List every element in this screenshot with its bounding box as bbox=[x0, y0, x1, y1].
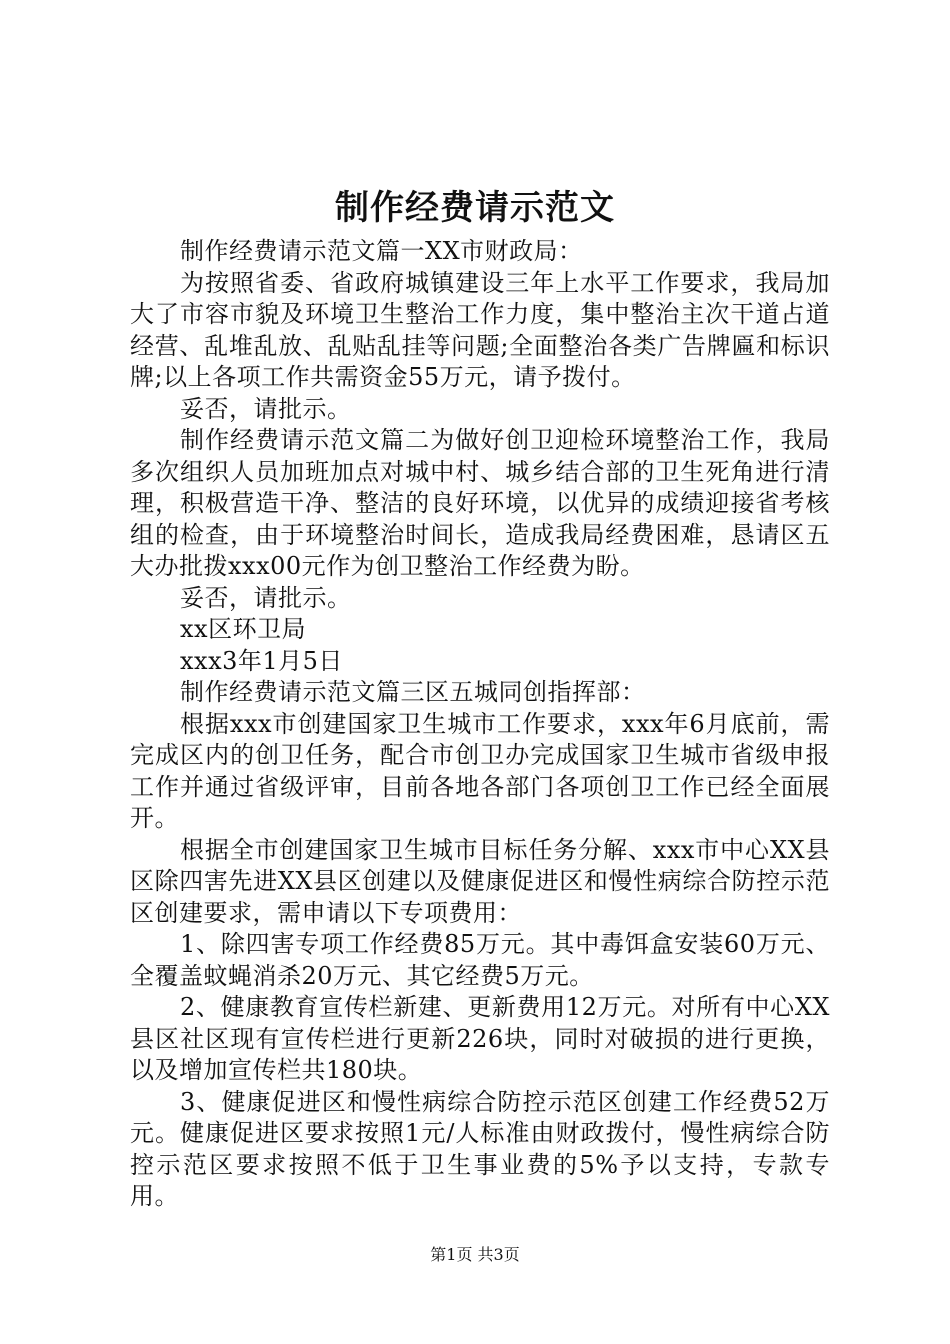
paragraph-1: 制作经费请示范文篇一XX市财政局： bbox=[180, 237, 583, 265]
page-number-footer: 第1页 共3页 bbox=[430, 1245, 520, 1264]
paragraph-2: 为按照省委、省政府城镇建设三年上水平工作要求，我局加大了市容市貌及环境卫生整治工作力度，集中整治主次干道占道经营、乱堆乱放、乱贴乱挂等问题;全面整治各类广告牌匾和标识牌;以上各项工作共需资金55万元，请予拨付。 bbox=[130, 268, 830, 391]
sender-date: xxx3年1月5日 bbox=[180, 646, 343, 675]
document-body bbox=[130, 236, 830, 1213]
list-item-3: 3、健康促进区和慢性病综合防控示范区创建工作经费52万元。健康促进区要求按照1元/人标准由财政拨付，慢性病综合防控示范区要求按照不低于卫生事业费的5%予以支持，专款专用。 bbox=[130, 1087, 830, 1210]
paragraph-4: 制作经费请示范文篇二为做好创卫迎检环境整治工作，我局多次组织人员加班加点对城中村、城乡结合部的卫生死角进行清理，积极营造干净、整洁的良好环境，以优异的成绩迎接省考核组的检查，由于环境整治时间长，造成我局经费困难，恳请区五大办批拨xxx00元作为创卫整治工作经费为盼。 bbox=[130, 426, 830, 580]
list-item-1: 1、除四害专项工作经费85万元。其中毒饵盒安装60万元、全覆盖蚊蝇消杀20万元、其它经费5万元。 bbox=[130, 930, 830, 990]
paragraph-9: 根据xxx市创建国家卫生城市工作要求，xxx年6月底前，需完成区内的创卫任务，配合市创卫办完成国家卫生城市省级申报工作并通过省级评审，目前各地各部门各项创卫工作已经全面展开。 bbox=[130, 709, 830, 832]
list-item-2: 2、健康教育宣传栏新建、更新费用12万元。对所有中心XX县区社区现有宣传栏进行更新226块，同时对破损的进行更换，以及增加宣传栏共180块。 bbox=[130, 993, 830, 1084]
paragraph-8: 制作经费请示范文篇三区五城同创指挥部： bbox=[180, 678, 646, 706]
paragraph-3: 妥否，请批示。 bbox=[180, 394, 352, 423]
document-title: 制作经费请示范文 bbox=[335, 188, 615, 228]
paragraph-10: 根据全市创建国家卫生城市目标任务分解、xxx市中心XX县区除四害先进XX县区创建以及健康促进区和慢性病综合防控示范区创建要求，需申请以下专项费用： bbox=[130, 835, 830, 927]
sender-name: xx区环卫局 bbox=[180, 615, 307, 643]
paragraph-5: 妥否，请批示。 bbox=[180, 583, 352, 612]
